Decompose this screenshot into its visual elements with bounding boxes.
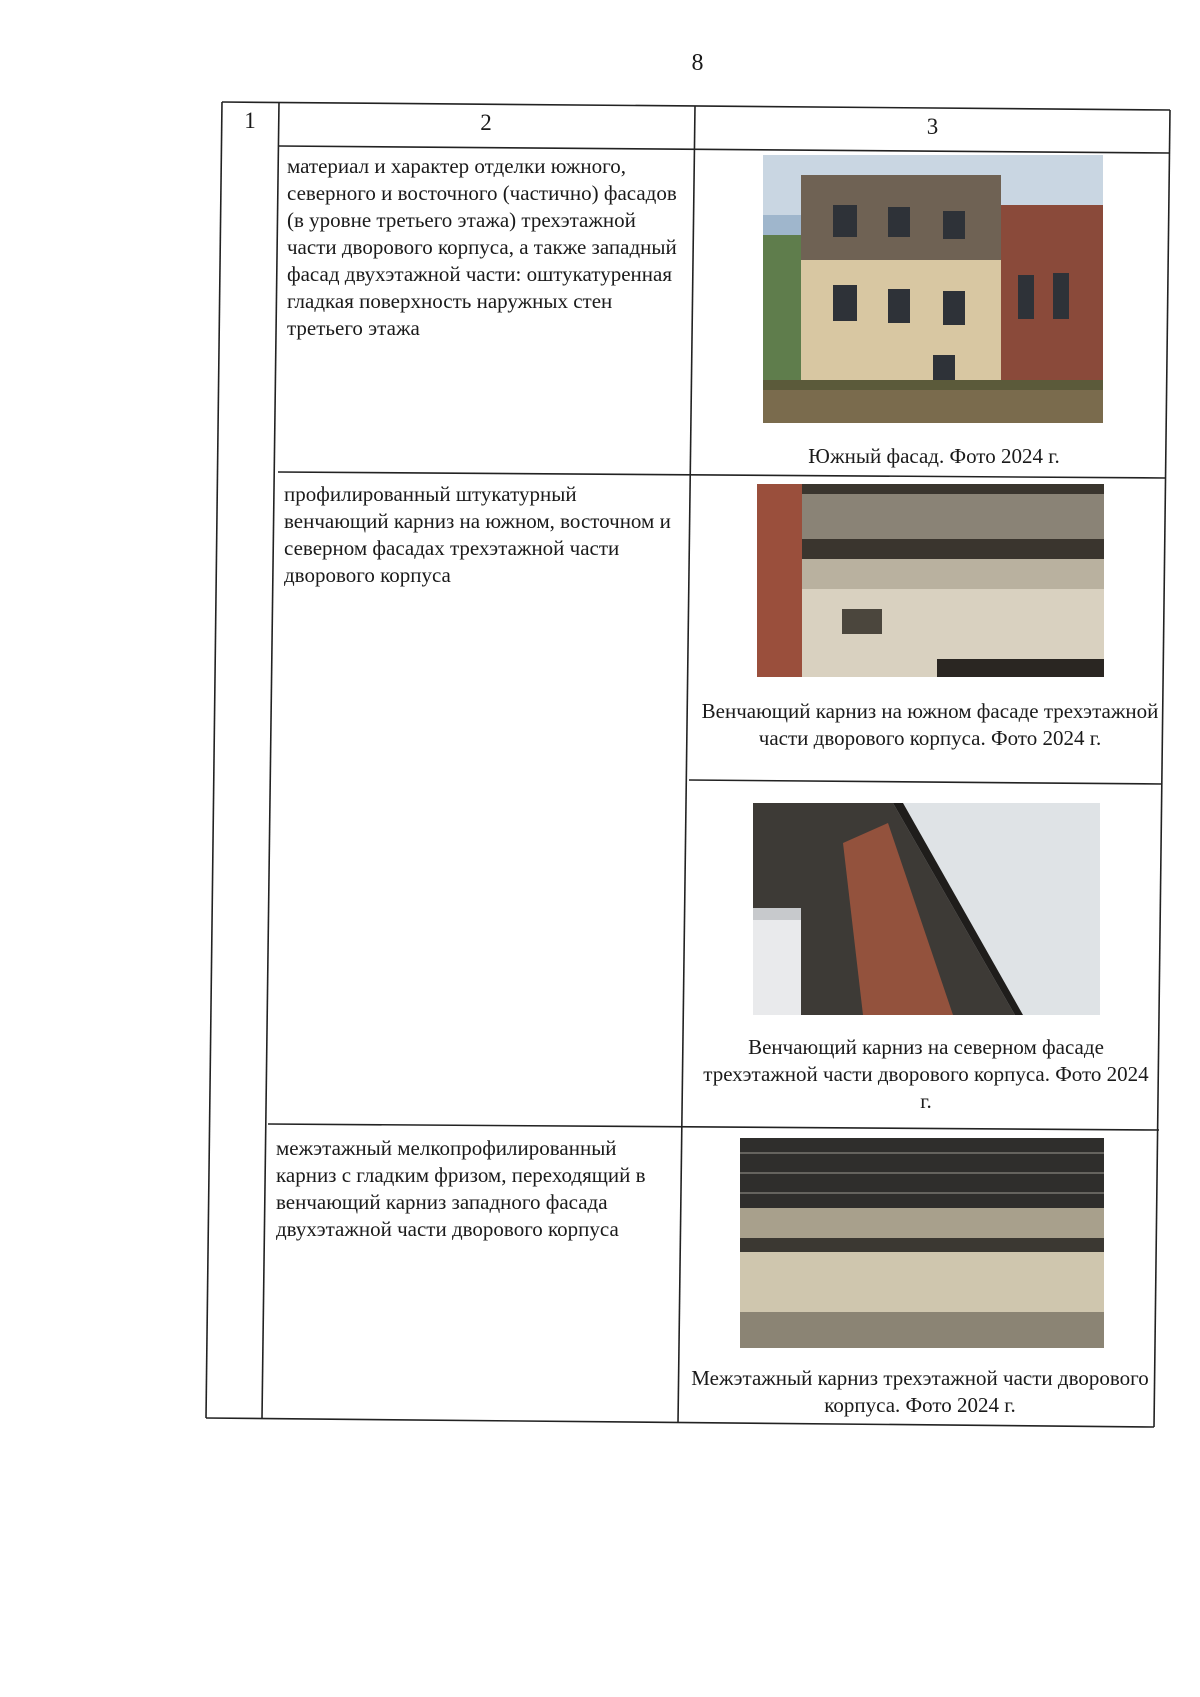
row-1-description: материал и характер отделки южного, северного и восточного (частично) фасадов (в уровне третьего этажа) трехэтажной части дворового корпуса, а также западный фасад двухэтажной части: оштукатуренная гладкая поверхность наружных стен третьего этажа: [287, 154, 677, 340]
caption-south-facade: Южный фасад. Фото 2024 г.: [808, 444, 1060, 468]
row-divider-1: [278, 472, 1165, 478]
row-divider-3: [268, 1124, 1159, 1130]
table-border-bottom: [206, 1418, 1154, 1427]
header-col-3: 3: [926, 114, 939, 139]
row-2-description: профилированный штукатурный венчающий карниз на южном, восточном и северном фасадах трехэтажной части дворового корпуса: [284, 482, 671, 587]
page-number: 8: [691, 50, 704, 76]
header-col-2: 2: [480, 110, 492, 135]
photo-cornice-north: [753, 803, 1100, 1015]
caption-cornice-south: Венчающий карниз на южном фасаде трехэтажной части дворового корпуса. Фото 2024 г.: [701, 699, 1159, 750]
photo-interfloor-cornice: [740, 1138, 1104, 1348]
table-border-top: [222, 102, 1170, 110]
header-col-1: 1: [244, 108, 256, 133]
caption-interfloor-cornice: Межэтажный карниз трехэтажной части дворового корпуса. Фото 2024 г.: [691, 1366, 1149, 1417]
photo-south-facade: [763, 155, 1103, 423]
photo-cornice-south: [757, 484, 1104, 677]
caption-cornice-north: Венчающий карниз на северном фасаде трехэтажной части дворового корпуса. Фото 2024 г.: [703, 1035, 1149, 1113]
header-divider: [279, 146, 1169, 153]
row-3-description: межэтажный мелкопрофилированный карниз с гладким фризом, переходящий в венчающий карниз западного фасада двухэтажной части дворового корпуса: [276, 1136, 646, 1241]
row-divider-2-photos: [689, 780, 1162, 784]
table-border-left: [206, 102, 222, 1418]
table-border-right: [1154, 110, 1170, 1427]
